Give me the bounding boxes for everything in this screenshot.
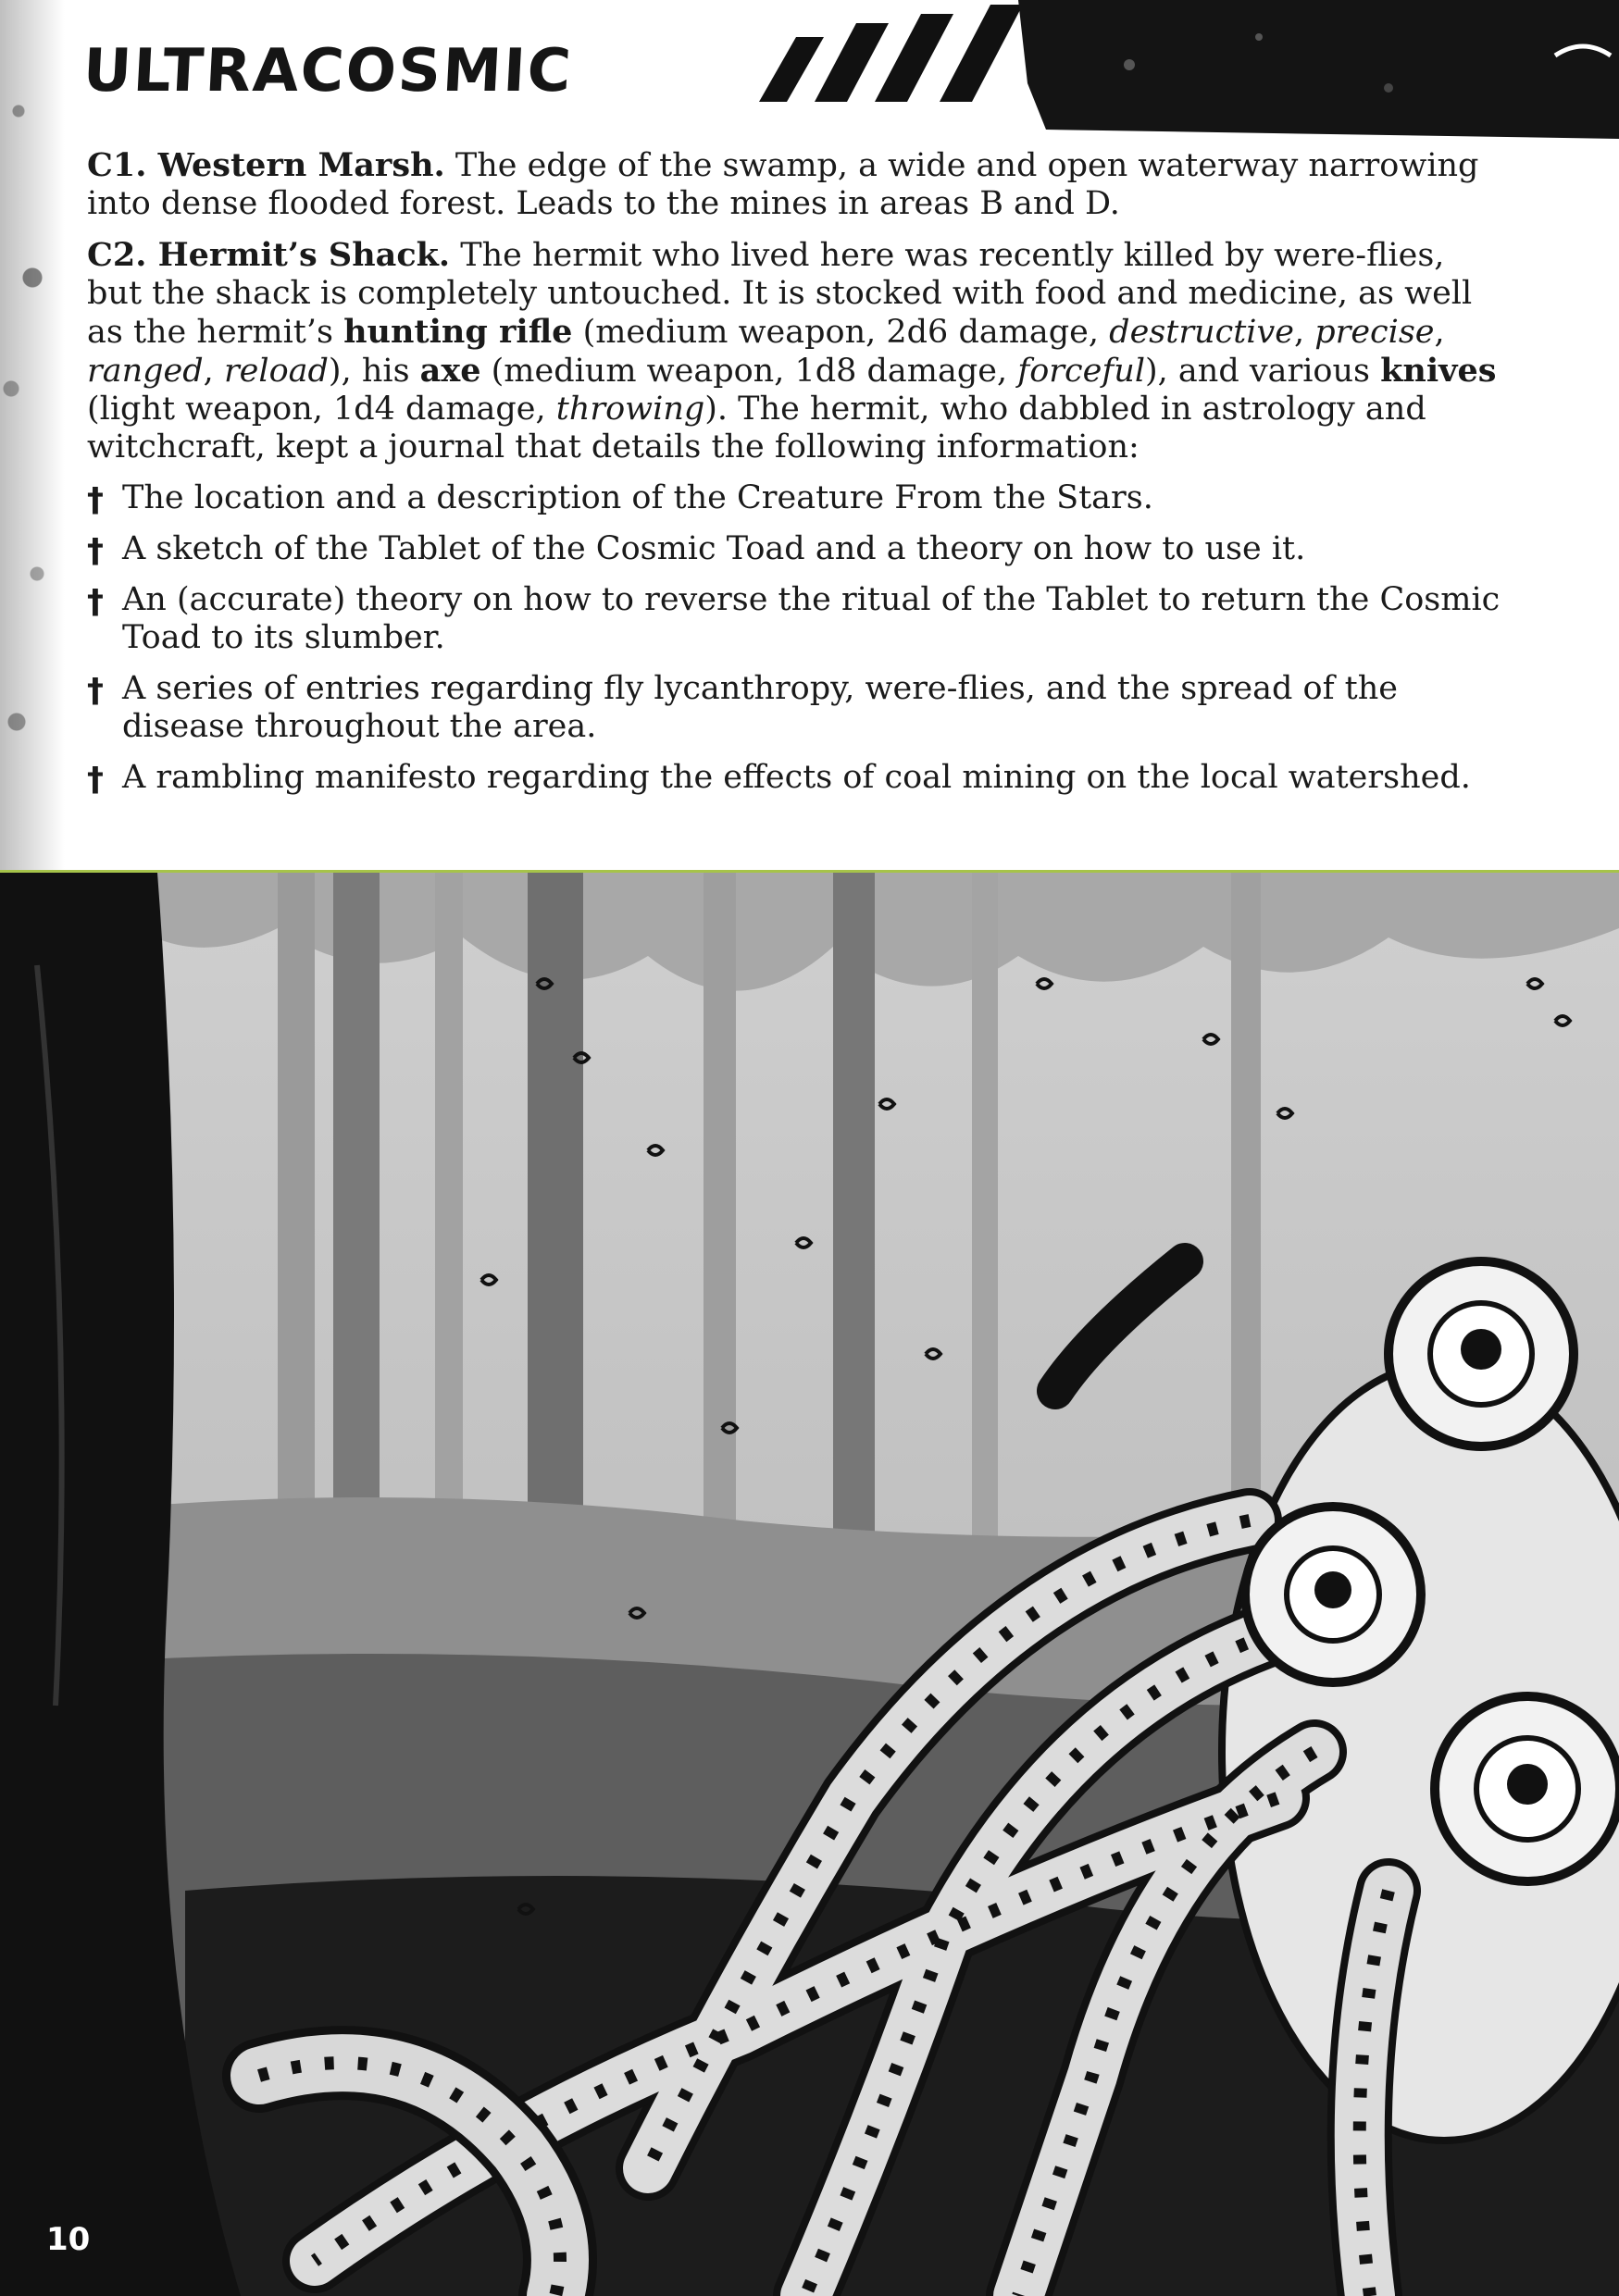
ultracosmic-logo: ULTRACOSMIC [81,37,575,105]
list-item [87,581,1503,657]
section-text: The edge of the swamp, a wide and open waterway narrowing into dense flooded forest. Leads to the mines in areas B and D. [87,147,1479,222]
list-item-text: An (accurate) theory on how to reverse the ritual of the Tablet to return the Cosmic Toad to its slumber. [122,581,1501,656]
weapon-tag: ranged [87,353,204,390]
dagger-icon: † [87,672,104,710]
section-heading: C1. Western Marsh. [87,146,445,184]
list-item-text: A series of entries regarding fly lycanthropy, were-flies, and the spread of the disease throughout the area. [122,670,1398,745]
swamp-creature-illustration [0,873,1619,2296]
list-item [87,530,1503,568]
list-item-text: A rambling manifesto regarding the effects of coal mining on the local watershed. [122,759,1471,796]
section-text: (medium weapon, 2d6 damage, [582,314,1100,351]
section-text: ). The hermit, who dabbled in astrology and witchcraft, kept a journal that details the following information: [87,391,1426,465]
section-heading: C2. Hermit’s Shack. [87,236,451,274]
list-item [87,670,1503,746]
section-text: (medium weapon, 1d8 damage, [491,353,1008,390]
header-brush-strokes [741,0,1619,139]
section-text: ), and various [1145,353,1370,390]
section-text: (light weapon, 1d4 damage, [87,391,546,428]
grunge-edge-decoration [0,0,65,879]
weapon-tag: destructive [1109,314,1294,351]
section-c2: C2. Hermit’s Shack. The hermit who lived here was recently killed by were-flies, but the shack is completely untouched. It is stocked with food and medicine, as well as the hermit’s hunting rifle (medium weapon, 2d6 damage, destructive, precise, ranged, reload), his axe (medium weapon, 1d8 damage, forceful), and various knives (light weapon, 1d4 damage, throwing). The hermit, who dabbled in astrology and witchcraft, kept a journal that details the following information: [87,236,1497,465]
section-text: The hermit who lived here was recently killed by were-flies, but the shack is completely untouched. It is stocked with food and medicine, as well as the hermit’s [87,237,1473,351]
dagger-icon: † [87,583,104,621]
dagger-icon: † [87,532,104,570]
dagger-icon: † [87,481,104,519]
dagger-icon: † [87,761,104,799]
journal-list [87,479,1503,797]
section-text: ), his [328,353,410,390]
page-number: 10 [46,2221,91,2258]
list-item-text: The location and a description of the Creature From the Stars. [122,479,1153,516]
weapon-tag: throwing [555,391,705,428]
weapon-tag: reload [223,353,329,390]
weapon-tag: precise [1314,314,1435,351]
list-item [87,479,1503,517]
item-axe: axe [419,352,481,390]
section-c1 [87,146,1503,223]
list-item [87,759,1503,797]
item-hunting-rifle: hunting rifle [343,313,573,351]
weapon-tag: forceful [1017,353,1146,390]
list-item-text: A sketch of the Tablet of the Cosmic Toad and a theory on how to use it. [122,530,1306,567]
item-knives: knives [1380,352,1497,390]
room-description-block [87,146,1503,810]
